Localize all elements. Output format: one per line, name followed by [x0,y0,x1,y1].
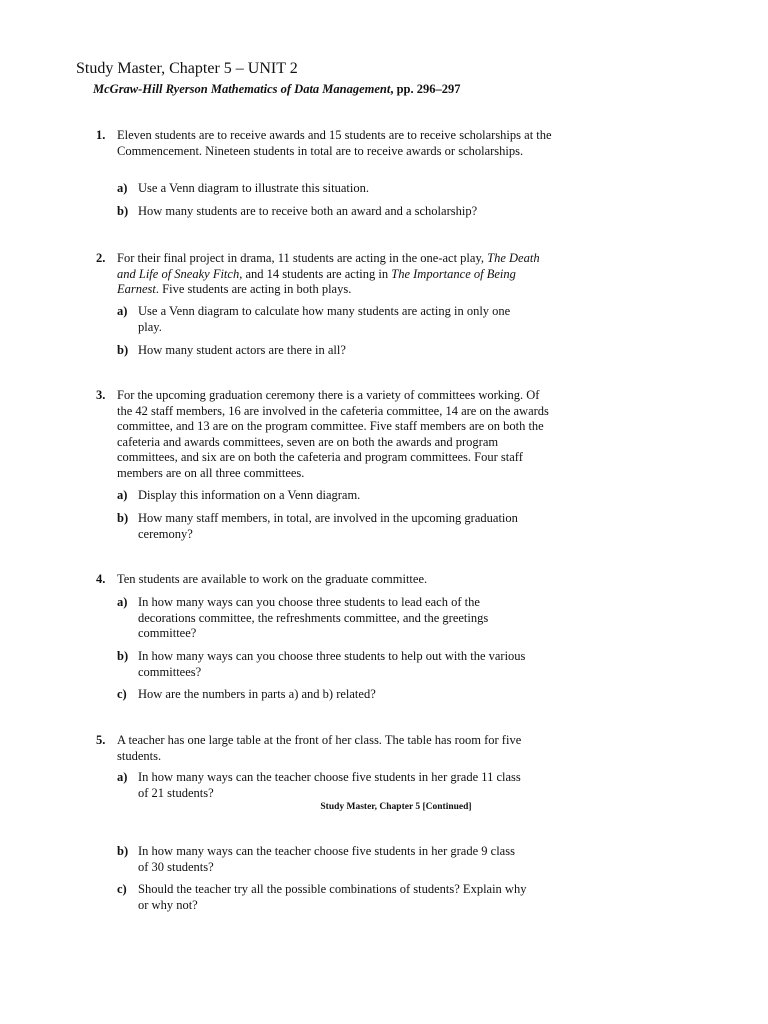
part-text: Should the teacher try all the possible combinations of students? Explain why or why not? [138,882,527,912]
part-text: In how many ways can the teacher choose five students in her grade 9 class of 30 students? [138,844,515,874]
part-label: a) [117,488,128,502]
page-subtitle [93,81,461,97]
question-text-segment: . Five students are acting in both plays. [155,282,352,296]
book-title: McGraw-Hill Ryerson Mathematics of Data Management [93,82,391,96]
part-text: Use a Venn diagram to illustrate this situation. [138,181,369,195]
question-text-segment: For their final project in drama, 11 students are acting in the one-act play, [117,251,488,265]
part-label: a) [117,304,128,318]
question-text: Ten students are available to work on the graduate committee. [117,572,428,586]
part-label: c) [117,882,127,896]
question-text: For the upcoming graduation ceremony there is a variety of committees working. Of the 42 staff members, 16 are involved in the cafeteria committee, 14 are on the awards committee, and 13 are on the program committee. Five staff members are on both the cafeteria and awards committees, seven are on both the awards and program committees, and six are on both the cafeteria and program committees. Four staff members are on all three committees. [117,388,549,480]
part-text: How many students are to receive both an award and a scholarship? [138,204,478,218]
question-number: 3. [96,388,106,402]
part-text: How many student actors are there in all? [138,343,346,357]
part-text: In how many ways can the teacher choose five students in her grade 11 class of 21 students? [138,770,521,800]
part-text: How are the numbers in parts a) and b) related? [138,687,376,701]
part-label: b) [117,204,129,218]
part-label: a) [117,595,128,609]
question-text: A teacher has one large table at the front of her class. The table has room for five students. [117,733,522,763]
part-label: a) [117,770,128,784]
part-label: b) [117,511,129,525]
part-label: c) [117,687,127,701]
question-text [117,251,557,298]
part-label: b) [117,649,129,663]
part-label: a) [117,181,128,195]
question-number: 2. [96,251,106,265]
part-text: Use a Venn diagram to calculate how many students are acting in only one play. [138,304,511,334]
part-text: Display this information on a Venn diagram. [138,488,361,502]
part-text: How many staff members, in total, are involved in the upcoming graduation ceremony? [138,511,518,541]
part-text: In how many ways can you choose three students to help out with the various committees? [138,649,526,679]
question-number: 5. [96,733,106,747]
page-range: , pp. 296–297 [390,82,461,96]
part-text: In how many ways can you choose three students to lead each of the decorations committee, the refreshments committee, and the greetings committee? [138,595,489,640]
play-title-2: The Importance of Being Earnest [117,266,516,296]
question-number: 4. [96,572,106,586]
part-label: b) [117,343,129,357]
question-text: Eleven students are to receive awards and 15 students are to receive scholarships at the Commencement. Nineteen students in total are to receive awards or scholarships. [117,128,552,158]
part-label: b) [117,844,129,858]
continued-label: Study Master, Chapter 5 [Continued] [320,802,472,812]
question-text-segment: and 14 students are acting in [242,266,392,281]
question-number: 1. [96,128,106,142]
play-title-1: The Death and Life of Sneaky Fitch, [117,251,540,281]
page-title: Study Master, Chapter 5 – UNIT 2 [76,60,298,77]
